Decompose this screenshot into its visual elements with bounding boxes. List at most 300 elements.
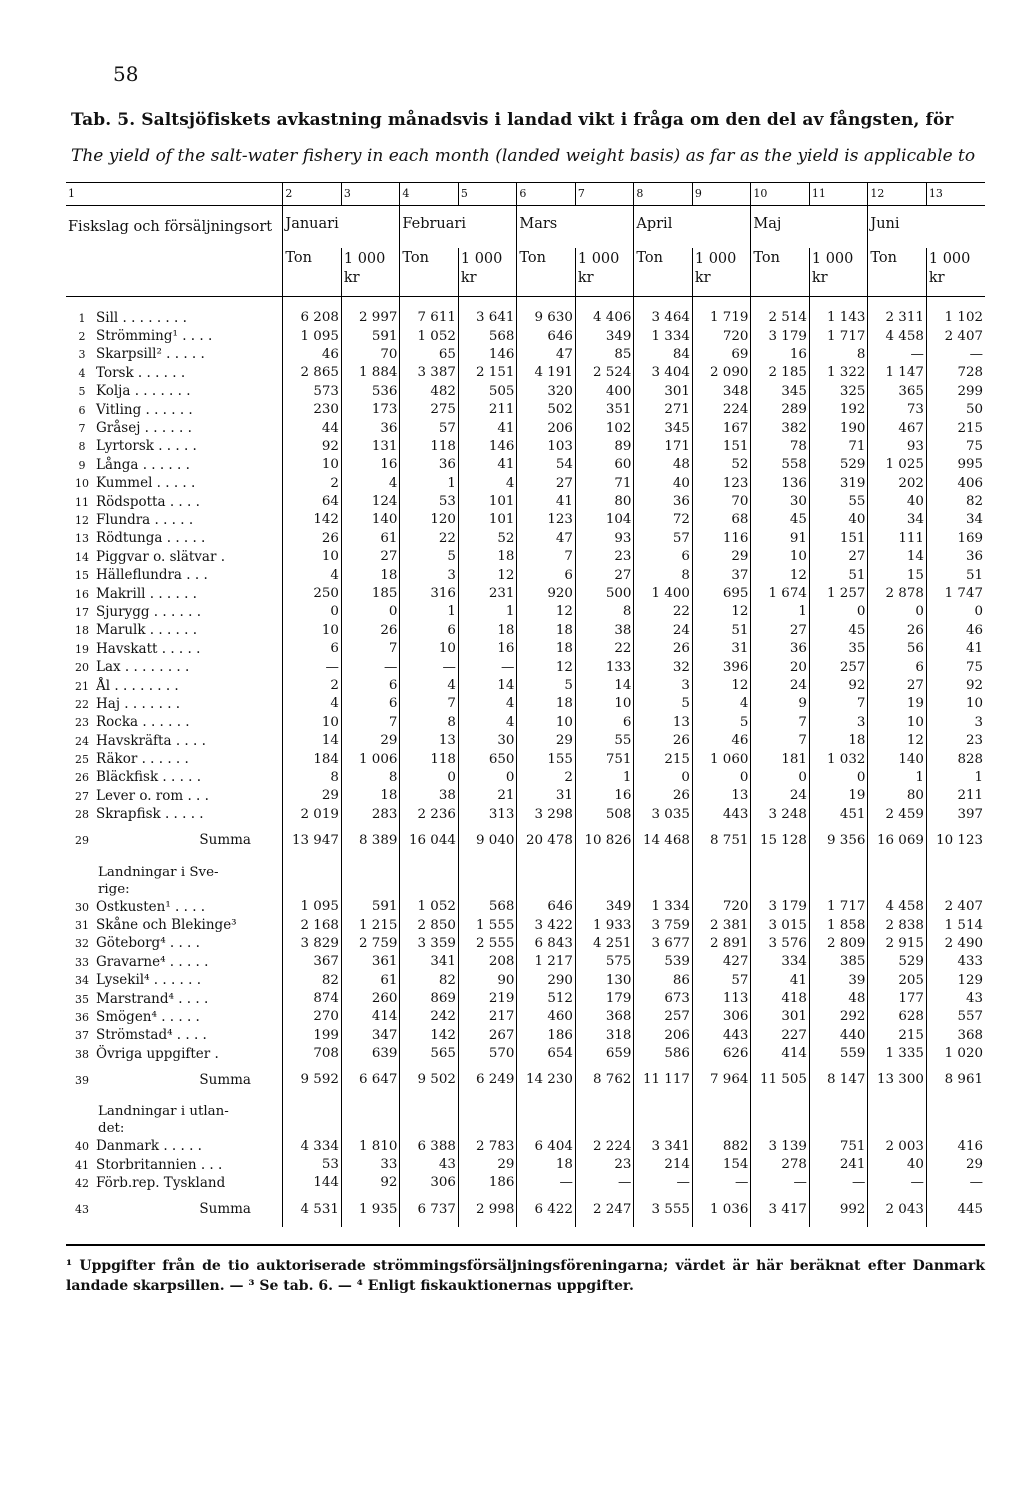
table-row	[66, 585, 985, 603]
row-label-cell	[66, 603, 283, 621]
value-cell: 8 751	[692, 824, 751, 858]
value-cell: 13	[634, 714, 693, 732]
column-number: 5	[458, 183, 517, 206]
value-cell: 3 422	[517, 916, 576, 934]
empty-cell	[926, 858, 985, 898]
row-label-cell	[66, 566, 283, 584]
sum-row	[66, 1193, 985, 1227]
value-cell: 4 334	[283, 1137, 342, 1155]
value-cell: 167	[692, 419, 751, 437]
row-number: 34	[75, 974, 89, 988]
table-row	[66, 1045, 985, 1063]
value-cell: 1 095	[283, 327, 342, 345]
row-number: 8	[78, 440, 86, 454]
unit-kr: 1 000 kr	[458, 248, 517, 297]
value-cell: 4	[458, 475, 517, 493]
value-cell: 1 719	[692, 309, 751, 327]
value-cell: 348	[692, 383, 751, 401]
value-cell: 267	[458, 1027, 517, 1045]
table-row	[66, 493, 985, 511]
value-cell: 2 555	[458, 935, 517, 953]
value-cell: 2 168	[283, 916, 342, 934]
row-number: 31	[75, 919, 89, 933]
species-label: Torsk . . . . . .	[96, 364, 186, 381]
species-label: Ostkusten¹ . . . .	[96, 898, 206, 915]
value-cell: 20 478	[517, 824, 576, 858]
value-cell: 720	[692, 327, 751, 345]
value-cell: 0	[809, 603, 868, 621]
value-cell: 71	[809, 438, 868, 456]
row-number: 43	[75, 1203, 89, 1217]
value-cell: 40	[809, 511, 868, 529]
value-cell: 15	[868, 566, 927, 584]
value-cell: 52	[692, 456, 751, 474]
value-cell: 445	[926, 1193, 985, 1227]
value-cell: 124	[341, 493, 400, 511]
value-cell: 44	[283, 419, 342, 437]
value-cell: 270	[283, 1008, 342, 1026]
value-cell: 299	[926, 383, 985, 401]
row-number: 20	[75, 661, 89, 675]
value-cell: 1 322	[809, 364, 868, 382]
value-cell: 306	[400, 1174, 459, 1192]
value-cell: 14 468	[634, 824, 693, 858]
value-cell: 2 236	[400, 806, 459, 824]
value-cell: 241	[809, 1156, 868, 1174]
value-cell: 347	[341, 1027, 400, 1045]
empty-cell	[634, 1097, 693, 1137]
value-cell: 18	[341, 787, 400, 805]
value-cell: 9	[751, 695, 810, 713]
value-cell: 10	[283, 714, 342, 732]
value-cell: 0	[692, 769, 751, 787]
table-row	[66, 603, 985, 621]
value-cell: 26	[283, 530, 342, 548]
species-label: Gravarne⁴ . . . . .	[96, 953, 209, 970]
value-cell: 4	[283, 695, 342, 713]
value-cell: 414	[751, 1045, 810, 1063]
value-cell: 10 123	[926, 824, 985, 858]
empty-cell	[692, 858, 751, 898]
value-cell: 14	[283, 732, 342, 750]
row-number: 26	[75, 771, 89, 785]
value-cell: 60	[575, 456, 634, 474]
value-cell: 211	[926, 787, 985, 805]
row-number: 28	[75, 808, 89, 822]
value-cell: 10	[283, 548, 342, 566]
species-label: Räkor . . . . . .	[96, 751, 189, 768]
species-label: Storbritannien . . .	[96, 1156, 223, 1173]
value-cell: 3	[400, 566, 459, 584]
value-cell: 101	[458, 493, 517, 511]
value-cell: 1 215	[341, 916, 400, 934]
empty-cell	[517, 297, 576, 310]
value-cell: 1 858	[809, 916, 868, 934]
row-number: 30	[75, 900, 89, 914]
value-cell: 3 417	[751, 1193, 810, 1227]
value-cell: 2 514	[751, 309, 810, 327]
species-label: Förb.rep. Tyskland	[96, 1174, 226, 1191]
value-cell: 92	[809, 677, 868, 695]
value-cell: 113	[692, 990, 751, 1008]
value-cell: 368	[575, 1008, 634, 1026]
value-cell: 177	[868, 990, 927, 1008]
value-cell: 575	[575, 953, 634, 971]
value-cell: 26	[341, 622, 400, 640]
value-cell: 231	[458, 585, 517, 603]
value-cell: 6 422	[517, 1193, 576, 1227]
column-number-row	[66, 183, 985, 206]
value-cell: 1	[868, 769, 927, 787]
unit-kr: 1 000 kr	[341, 248, 400, 297]
row-label-cell	[66, 1045, 283, 1063]
value-cell: 565	[400, 1045, 459, 1063]
month-header: Mars	[517, 206, 634, 249]
value-cell: 3 576	[751, 935, 810, 953]
row-label-cell	[66, 585, 283, 603]
value-cell: 54	[517, 456, 576, 474]
value-cell: 51	[926, 566, 985, 584]
value-cell: 1 143	[809, 309, 868, 327]
value-cell: —	[400, 658, 459, 676]
value-cell: 334	[751, 953, 810, 971]
value-cell: 192	[809, 401, 868, 419]
value-cell: 1 052	[400, 327, 459, 345]
column-number: 8	[634, 183, 693, 206]
unit-kr: 1 000 kr	[809, 248, 868, 297]
value-cell: 215	[868, 1027, 927, 1045]
value-cell: 57	[400, 419, 459, 437]
value-cell: 16 069	[868, 824, 927, 858]
value-cell: 2 151	[458, 364, 517, 382]
value-cell: 19	[809, 787, 868, 805]
value-cell: 29	[458, 1156, 517, 1174]
value-cell: 22	[400, 530, 459, 548]
table-row	[66, 419, 985, 437]
value-cell: 45	[809, 622, 868, 640]
value-cell: 24	[751, 677, 810, 695]
value-cell: 16	[575, 787, 634, 805]
value-cell: 460	[517, 1008, 576, 1026]
value-cell: 12	[517, 603, 576, 621]
value-cell: 57	[692, 972, 751, 990]
value-cell: 144	[283, 1174, 342, 1192]
value-cell: 1 102	[926, 309, 985, 327]
value-cell: 6 404	[517, 1137, 576, 1155]
value-cell: 3 359	[400, 935, 459, 953]
table-title: Tab. 5. Saltsjöfiskets avkastning månadsvis i landad vikt i fråga om den del av fångsten, för	[71, 110, 954, 130]
value-cell: 319	[809, 475, 868, 493]
value-cell: 36	[400, 456, 459, 474]
value-cell: —	[809, 1174, 868, 1192]
value-cell: 86	[634, 972, 693, 990]
value-cell: 39	[809, 972, 868, 990]
value-cell: 3 464	[634, 309, 693, 327]
row-label-cell	[66, 475, 283, 493]
value-cell: 6	[868, 658, 927, 676]
value-cell: 7	[400, 695, 459, 713]
value-cell: 45	[751, 511, 810, 529]
species-label: Skrapfisk . . . . .	[96, 806, 204, 823]
column-number: 13	[926, 183, 985, 206]
species-label: Skarpsill² . . . . .	[96, 346, 205, 363]
value-cell: 349	[575, 327, 634, 345]
value-cell: 292	[809, 1008, 868, 1026]
table-row	[66, 438, 985, 456]
value-cell: 451	[809, 806, 868, 824]
empty-cell	[341, 1097, 400, 1137]
value-cell: 874	[283, 990, 342, 1008]
value-cell: 6 737	[400, 1193, 459, 1227]
row-number: 12	[75, 513, 89, 527]
row-number: 16	[75, 587, 89, 601]
row-number: 18	[75, 624, 89, 638]
value-cell: 10	[400, 640, 459, 658]
row-number: 25	[75, 753, 89, 767]
value-cell: 18	[517, 622, 576, 640]
value-cell: 9 502	[400, 1063, 459, 1097]
row-number: 4	[78, 366, 86, 380]
value-cell: 230	[283, 401, 342, 419]
species-label: Marstrand⁴ . . . .	[96, 990, 209, 1007]
species-label: Gråsej . . . . . .	[96, 420, 192, 437]
value-cell: 73	[868, 401, 927, 419]
value-cell: 591	[341, 327, 400, 345]
species-label: Strömstad⁴ . . . .	[96, 1027, 207, 1044]
empty-cell	[458, 297, 517, 310]
value-cell: 995	[926, 456, 985, 474]
value-cell: 2 997	[341, 309, 400, 327]
value-cell: 351	[575, 401, 634, 419]
value-cell: 48	[634, 456, 693, 474]
value-cell: 18	[809, 732, 868, 750]
value-cell: 992	[809, 1193, 868, 1227]
value-cell: 2	[283, 475, 342, 493]
value-cell: 2	[283, 677, 342, 695]
value-cell: 529	[868, 953, 927, 971]
value-cell: 512	[517, 990, 576, 1008]
value-cell: 4	[283, 566, 342, 584]
row-label-cell	[66, 1027, 283, 1045]
value-cell: 57	[634, 530, 693, 548]
row-label-cell	[66, 990, 283, 1008]
value-cell: 71	[575, 475, 634, 493]
value-cell: 646	[517, 898, 576, 916]
value-cell: 9 592	[283, 1063, 342, 1097]
value-cell: 325	[809, 383, 868, 401]
value-cell: 2 090	[692, 364, 751, 382]
value-cell: 568	[458, 898, 517, 916]
value-cell: 573	[283, 383, 342, 401]
row-number: 2	[78, 330, 86, 344]
row-label-cell	[66, 383, 283, 401]
value-cell: —	[341, 658, 400, 676]
table-row	[66, 548, 985, 566]
row-label-cell	[66, 438, 283, 456]
value-cell: 69	[692, 346, 751, 364]
value-cell: 882	[692, 1137, 751, 1155]
value-cell: 2 838	[868, 916, 927, 934]
empty-cell	[751, 858, 810, 898]
value-cell: 345	[751, 383, 810, 401]
value-cell: 1 935	[341, 1193, 400, 1227]
value-cell: 13	[400, 732, 459, 750]
value-cell: 13 947	[283, 824, 342, 858]
empty-cell	[926, 1097, 985, 1137]
value-cell: 6	[634, 548, 693, 566]
sum-label-cell	[66, 1063, 283, 1097]
table-row	[66, 364, 985, 382]
species-label: Ål . . . . . . . .	[96, 677, 179, 694]
value-cell: 173	[341, 401, 400, 419]
row-number: 36	[75, 1010, 89, 1024]
value-cell: 31	[517, 787, 576, 805]
empty-cell	[575, 1097, 634, 1137]
value-cell: 313	[458, 806, 517, 824]
value-cell: 14	[868, 548, 927, 566]
table-row	[66, 640, 985, 658]
value-cell: 500	[575, 585, 634, 603]
value-cell: 3 404	[634, 364, 693, 382]
value-cell: 0	[926, 603, 985, 621]
row-label-cell	[66, 1156, 283, 1174]
species-label: Kolja . . . . . . .	[96, 383, 191, 400]
value-cell: 345	[634, 419, 693, 437]
value-cell: 92	[926, 677, 985, 695]
value-cell: —	[868, 346, 927, 364]
value-cell: 5	[517, 677, 576, 695]
value-cell: 181	[751, 750, 810, 768]
row-number: 23	[75, 716, 89, 730]
value-cell: 52	[458, 530, 517, 548]
value-cell: 2	[517, 769, 576, 787]
value-cell: 301	[634, 383, 693, 401]
value-cell: 75	[926, 658, 985, 676]
value-cell: 6	[575, 714, 634, 732]
value-cell: 13	[692, 787, 751, 805]
column-number: 9	[692, 183, 751, 206]
value-cell: 3 298	[517, 806, 576, 824]
section-heading-line: rige:	[98, 881, 130, 897]
value-cell: 536	[341, 383, 400, 401]
value-cell: 2 407	[926, 327, 985, 345]
empty-cell	[809, 1097, 868, 1137]
row-number: 27	[75, 789, 89, 803]
value-cell: 708	[283, 1045, 342, 1063]
value-cell: 18	[517, 640, 576, 658]
value-cell: 41	[926, 640, 985, 658]
species-label: Rödspotta . . . .	[96, 493, 200, 510]
value-cell: 70	[341, 346, 400, 364]
value-cell: 92	[341, 1174, 400, 1192]
value-cell: 129	[926, 972, 985, 990]
value-cell: 47	[517, 530, 576, 548]
value-cell: 8 389	[341, 824, 400, 858]
value-cell: 26	[634, 787, 693, 805]
row-number: 19	[75, 642, 89, 656]
value-cell: 16 044	[400, 824, 459, 858]
row-number: 41	[75, 1158, 89, 1172]
value-cell: 2 850	[400, 916, 459, 934]
value-cell: 349	[575, 898, 634, 916]
row-label-cell	[66, 530, 283, 548]
value-cell: 206	[517, 419, 576, 437]
unit-ton: Ton	[517, 248, 576, 297]
value-cell: 40	[634, 475, 693, 493]
value-cell: 10 826	[575, 824, 634, 858]
species-label: Lysekil⁴ . . . . . .	[96, 972, 201, 989]
value-cell: 5	[400, 548, 459, 566]
row-number: 37	[75, 1029, 89, 1043]
value-cell: —	[458, 658, 517, 676]
value-cell: 659	[575, 1045, 634, 1063]
table-row	[66, 475, 985, 493]
value-cell: 10	[283, 456, 342, 474]
table-row	[66, 1137, 985, 1155]
value-cell: 7 611	[400, 309, 459, 327]
value-cell: —	[575, 1174, 634, 1192]
row-label-cell	[66, 548, 283, 566]
value-cell: 242	[400, 1008, 459, 1026]
table-row	[66, 972, 985, 990]
value-cell: 505	[458, 383, 517, 401]
value-cell: 93	[575, 530, 634, 548]
value-cell: 1 884	[341, 364, 400, 382]
value-cell: 1 334	[634, 327, 693, 345]
row-label-cell	[66, 346, 283, 364]
value-cell: 1 032	[809, 750, 868, 768]
value-cell: 1 036	[692, 1193, 751, 1227]
value-cell: 443	[692, 1027, 751, 1045]
value-cell: 36	[634, 493, 693, 511]
value-cell: 6 249	[458, 1063, 517, 1097]
value-cell: 397	[926, 806, 985, 824]
value-cell: 2 809	[809, 935, 868, 953]
value-cell: 502	[517, 401, 576, 419]
table-row	[66, 658, 985, 676]
row-label-cell	[66, 456, 283, 474]
value-cell: 16	[458, 640, 517, 658]
row-label-cell	[66, 364, 283, 382]
value-cell: 278	[751, 1156, 810, 1174]
species-label: Hälleflundra . . .	[96, 567, 208, 584]
value-cell: 18	[517, 1156, 576, 1174]
species-column-header: Fiskslag och försäljningsort	[66, 206, 283, 297]
value-cell: 27	[341, 548, 400, 566]
value-cell: 111	[868, 530, 927, 548]
value-cell: 367	[283, 953, 342, 971]
row-number: 21	[75, 679, 89, 693]
value-cell: —	[751, 1174, 810, 1192]
value-cell: —	[634, 1174, 693, 1192]
value-cell: 2 865	[283, 364, 342, 382]
empty-cell	[575, 297, 634, 310]
row-number: 32	[75, 937, 89, 951]
value-cell: 427	[692, 953, 751, 971]
row-label-cell	[66, 750, 283, 768]
value-cell: 41	[458, 419, 517, 437]
row-number: 35	[75, 992, 89, 1006]
species-label: Långa . . . . . .	[96, 456, 190, 473]
value-cell: 1 717	[809, 898, 868, 916]
column-number: 3	[341, 183, 400, 206]
value-cell: 190	[809, 419, 868, 437]
value-cell: 82	[283, 972, 342, 990]
value-cell: 2 185	[751, 364, 810, 382]
row-number: 6	[78, 403, 86, 417]
row-number: 13	[75, 532, 89, 546]
value-cell: 257	[634, 1008, 693, 1026]
